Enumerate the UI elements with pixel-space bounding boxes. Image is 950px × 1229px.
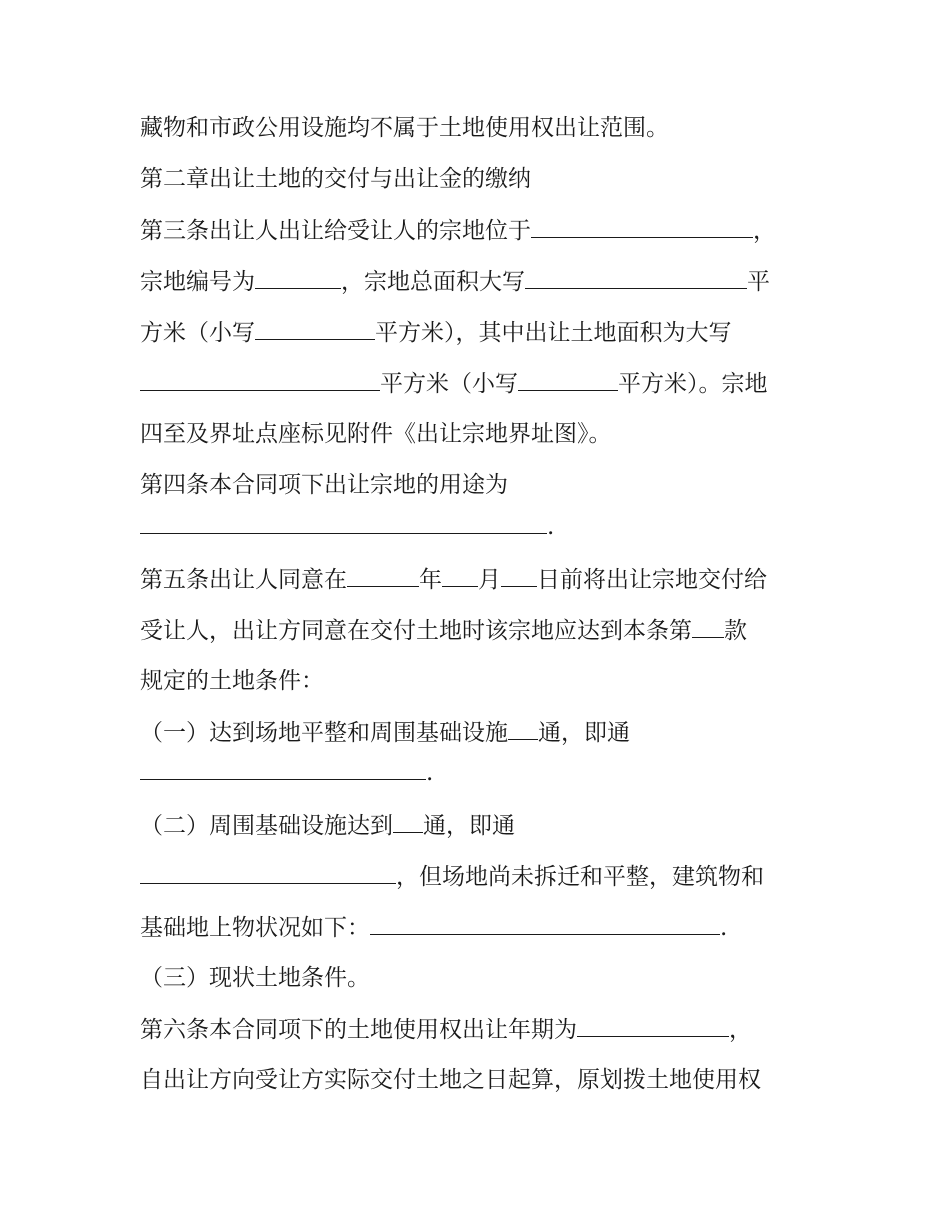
fill-blank-infrastructure-list-1[interactable] (140, 757, 426, 780)
text: 通，即通 (538, 720, 630, 746)
fill-blank-granted-area-upper[interactable] (140, 368, 380, 391)
text: 年 (419, 567, 442, 593)
text: （三）现状土地条件。 (140, 965, 370, 991)
fill-blank-land-use[interactable] (140, 511, 547, 534)
article-3-line-4 (140, 368, 768, 399)
fill-blank-grant-term[interactable] (577, 1014, 729, 1037)
article-5-line-2 (140, 615, 747, 646)
article-3-line-2 (140, 266, 770, 297)
condition-3-line (140, 963, 370, 993)
fill-blank-granted-area-lower[interactable] (518, 368, 618, 391)
article-5-line-1 (140, 564, 767, 595)
text: 平 (747, 269, 770, 295)
fill-blank-location[interactable] (531, 215, 753, 238)
text: ， (753, 218, 776, 244)
text: 方米（小写 (140, 320, 255, 346)
fill-blank-structures-status[interactable] (370, 912, 720, 935)
text-line (140, 113, 669, 143)
article-3-line-1 (140, 215, 776, 246)
article-4-line-2 (140, 511, 554, 542)
text: ，但场地尚未拆迁和平整，建筑物和 (396, 864, 764, 890)
text: 款 (724, 618, 747, 644)
text: 通，即通 (423, 813, 515, 839)
text: 基础地上物状况如下： (140, 915, 370, 941)
text: 日前将出让宗地交付给 (537, 567, 767, 593)
article-6-line-2 (140, 1065, 761, 1095)
text: 月 (478, 567, 501, 593)
text: 第五条出让人同意在 (140, 567, 347, 593)
text: 平方米），其中出让土地面积为大写 (375, 320, 732, 346)
fill-blank-parcel-number[interactable] (255, 266, 341, 289)
text: 规定的土地条件： (140, 668, 324, 694)
text: 第六条本合同项下的土地使用权出让年期为 (140, 1017, 577, 1043)
text: 第四条本合同项下出让宗地的用途为 (140, 472, 508, 498)
text: 四至及界址点座标见附件《出让宗地界址图》。 (140, 421, 612, 447)
fill-blank-day[interactable] (501, 564, 537, 587)
condition-2-line-1 (140, 810, 515, 841)
text: 自出让方向受让方实际交付土地之日起算，原划拨土地使用权 (140, 1067, 761, 1093)
text: 宗地编号为 (140, 269, 255, 295)
article-3-line-3 (140, 317, 732, 348)
text: 第三条出让人出让给受让人的宗地位于 (140, 218, 531, 244)
text: . (720, 915, 728, 941)
text: 平方米）。宗地 (618, 371, 768, 397)
text: . (426, 760, 434, 786)
text: ，宗地总面积大写 (341, 269, 525, 295)
fill-blank-infrastructure-list-2[interactable] (140, 861, 396, 884)
condition-1-line-1 (140, 717, 630, 748)
fill-blank-month[interactable] (442, 564, 478, 587)
article-4-line-1 (140, 470, 508, 500)
condition-2-line-2 (140, 861, 764, 892)
text: 藏物和市政公用设施均不属于土地使用权出让范围。 (140, 115, 669, 141)
text: 受让人，出让方同意在交付土地时该宗地应达到本条第 (140, 618, 692, 644)
article-5-line-3 (140, 666, 324, 696)
fill-blank-infrastructure-count-1[interactable] (508, 717, 538, 740)
condition-2-line-3 (140, 912, 727, 943)
article-6-line-1 (140, 1014, 752, 1045)
fill-blank-total-area-lower[interactable] (255, 317, 375, 340)
fill-blank-year[interactable] (347, 564, 419, 587)
condition-1-line-2 (140, 757, 433, 788)
fill-blank-total-area-upper[interactable] (525, 266, 747, 289)
text: 平方米（小写 (380, 371, 518, 397)
fill-blank-infrastructure-count-2[interactable] (393, 810, 423, 833)
text: 第二章出让土地的交付与出让金的缴纳 (140, 166, 531, 192)
text: ， (729, 1017, 752, 1043)
text: （二）周围基础设施达到 (140, 813, 393, 839)
text: . (547, 514, 555, 540)
fill-blank-clause-number[interactable] (692, 615, 724, 638)
article-3-line-5 (140, 419, 612, 449)
chapter-heading (140, 164, 531, 194)
text: （一）达到场地平整和周围基础设施 (140, 720, 508, 746)
